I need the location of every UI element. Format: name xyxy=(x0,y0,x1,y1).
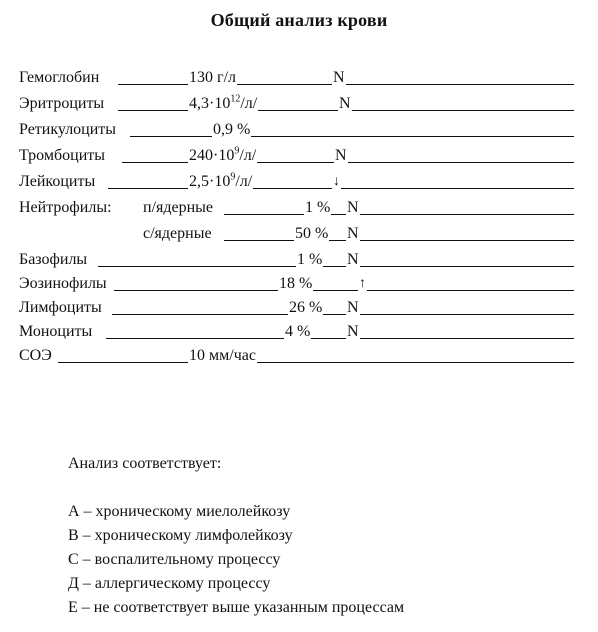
row-basophils xyxy=(18,248,574,272)
sublabel-segmented: с/ядерные xyxy=(142,222,213,246)
value-exponent: 9 xyxy=(230,171,236,183)
row-hemoglobin xyxy=(18,66,574,90)
underline xyxy=(130,136,574,137)
mark-platelets: N xyxy=(334,144,348,168)
row-monocytes xyxy=(18,320,574,344)
value-unit: /л/ xyxy=(239,147,257,164)
value-erythrocytes xyxy=(188,92,258,116)
underline xyxy=(58,362,574,363)
answer-b: В – хроническому лимфолейкозу xyxy=(68,527,293,544)
label-erythrocytes: Эритроциты xyxy=(18,92,105,116)
label-leukocytes: Лейкоциты xyxy=(18,170,96,194)
label-eosinophils: Эозинофилы xyxy=(18,272,108,296)
mark-basophils: N xyxy=(346,248,360,272)
value-unit: /л/ xyxy=(240,95,258,112)
label-hemoglobin: Гемоглобин xyxy=(18,66,100,90)
mark-band: N xyxy=(346,196,360,220)
row-neutrophils-band xyxy=(18,196,574,220)
value-hemoglobin: 130 г/л xyxy=(188,66,237,90)
arrow-up-icon: ↑ xyxy=(358,272,367,296)
underline xyxy=(224,240,574,241)
mark-monocytes: N xyxy=(346,320,360,344)
row-leukocytes xyxy=(18,170,574,194)
underline xyxy=(112,314,574,315)
mark-erythrocytes: N xyxy=(338,92,352,116)
value-basophils: 1 % xyxy=(296,248,323,272)
label-monocytes: Моноциты xyxy=(18,320,93,344)
underline xyxy=(98,266,574,267)
label-reticulocytes: Ретикулоциты xyxy=(18,118,117,142)
value-segmented: 50 % xyxy=(294,222,329,246)
answer-e: Е – не соответствует выше указанным процессам xyxy=(68,599,405,616)
value-esr: 10 мм/час xyxy=(188,344,257,368)
row-esr xyxy=(18,344,574,368)
mark-lymphocytes: N xyxy=(346,296,360,320)
value-band: 1 % xyxy=(304,196,331,220)
value-exponent: 9 xyxy=(234,145,240,157)
page-title: Общий анализ крови xyxy=(210,10,388,30)
row-eosinophils xyxy=(18,272,574,296)
value-base: 4,3·10 xyxy=(189,95,231,112)
underline xyxy=(114,290,574,291)
row-reticulocytes xyxy=(18,118,574,142)
answer-a: А – хроническому миелолейкозу xyxy=(68,503,291,520)
value-lymphocytes: 26 % xyxy=(288,296,323,320)
value-platelets xyxy=(188,144,257,168)
row-platelets xyxy=(18,144,574,168)
answer-c: С – воспалительному процессу xyxy=(68,551,281,568)
sublabel-band: п/ядерные xyxy=(142,196,214,220)
answer-d: Д – аллергическому процессу xyxy=(68,575,271,592)
label-platelets: Тромбоциты xyxy=(18,144,106,168)
label-basophils: Базофилы xyxy=(18,248,88,272)
label-lymphocytes: Лимфоциты xyxy=(18,296,103,320)
row-neutrophils-segmented xyxy=(18,222,574,246)
label-esr: СОЭ xyxy=(18,344,53,368)
value-base: 240·10 xyxy=(189,147,235,164)
label-neutrophils: Нейтрофилы: xyxy=(18,196,113,220)
value-exponent: 12 xyxy=(230,93,241,105)
row-erythrocytes xyxy=(18,92,574,116)
underline xyxy=(224,214,574,215)
row-lymphocytes xyxy=(18,296,574,320)
value-eosinophils: 18 % xyxy=(278,272,313,296)
underline xyxy=(108,188,574,189)
underline xyxy=(106,338,574,339)
arrow-down-icon: ↓ xyxy=(332,170,341,194)
mark-hemoglobin: N xyxy=(332,66,346,90)
value-leukocytes xyxy=(188,170,253,194)
value-base: 2,5·10 xyxy=(189,173,231,190)
value-unit: /л/ xyxy=(235,173,253,190)
mark-segmented: N xyxy=(346,222,360,246)
question: Анализ соответствует: xyxy=(68,455,222,472)
value-reticulocytes: 0,9 % xyxy=(212,118,251,142)
value-monocytes: 4 % xyxy=(284,320,311,344)
underline xyxy=(118,84,574,85)
